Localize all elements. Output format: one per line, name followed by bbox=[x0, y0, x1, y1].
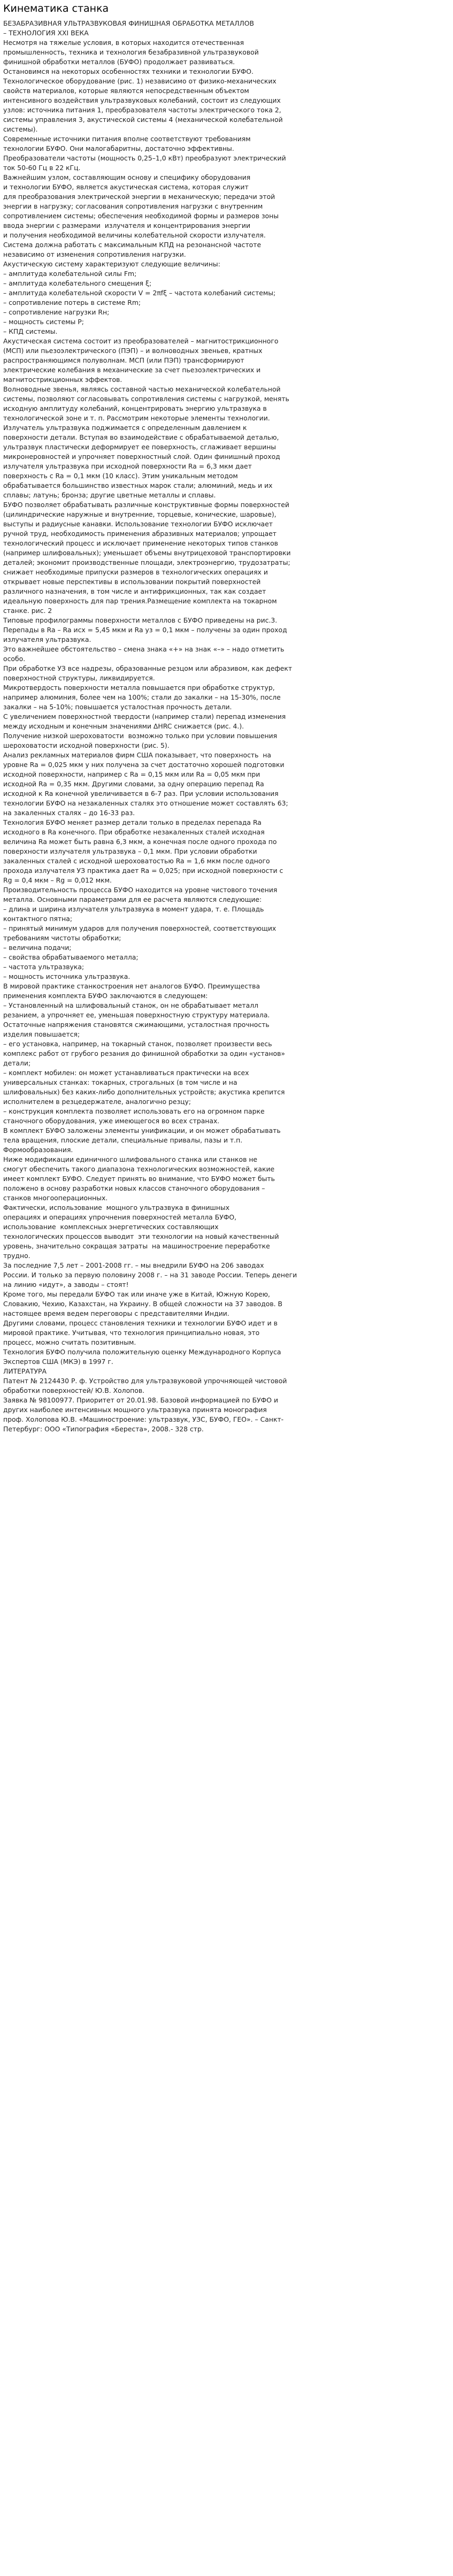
paragraph-waveguides: Волноводные звенья, являясь составной частью механической колебательной системы, позволяют согласовывать сопротивления системы с нагрузкой, менять исходную амплитуду колебаний, концентрировать энергию ультразвука в технологической зоне и т. п. Рассмотрим некоторые элементы технологии. Излучатель ультразвука поджимается с определенным давлением к поверхности детали. Вступая во взаимодействие с обрабатываемой деталью, ультразвук пластически деформирует ее поверхность, сглаживает вершины микронеровностей и упрочняет поверхностный слой. Один финишный проход излучателя ультразвука при исходной поверхности Ra = 6,3 мкм дает поверхность с Ra = 0,1 мкм (10 класс). Этим уникальным методом обрабатывается большинство известных марок стали; алюминий, медь и их сплавы; латунь; бронза; другие цветные металлы и сплавы. bbox=[3, 385, 289, 499]
paragraph-intro: Несмотря на тяжелые условия, в которых находится отечественная промышленность, техника и технология безабразивной ультразвуковой финишной обработки металлов (БУФО) продолжает развиваться. bbox=[3, 39, 259, 66]
paragraph-equipment: Остановимся на некоторых особенностях техники и технологии БУФО. Технологическое оборудование (рис. 1) независимо от физико-механических свойств материалов, которые являются непосредственным объектом интенсивного воздействия ультразвуковых колебаний, состоит из следующих узлов: источника питания 1, преобразователя частоты электрического тока 2, системы управления 3, акустической системы 4 (механической колебательной системы). Современные источники питания вполне соответствуют требованиям технологии БУФО. Они малогабаритны, достаточно эффективны. Преобразователи частоты (мощность 0,25–1,0 кВт) преобразуют электрический ток 50-60 Гц в 22 кГц. bbox=[3, 67, 286, 172]
paragraph-profilograms: Типовые профилограммы поверхности металлов с БУФО приведены на рис.3. Перепады в Ra – Ra исх = 5,45 мкм и Ra уз = 0,1 мкм – получены за один проход излучателя ультразвука. bbox=[3, 616, 287, 643]
paragraph-usa-analysis: Анализ рекламных материалов фирм США показывает, что поверхность на уровне Ra = 0,025 мкм у них получена за счет достаточно хорошей подготовки исходной поверхности, например с Ra = 0,15 мкм или Ra = 0,05 мкм при исходной Ra = 0,35 мкм. Другими словами, за одну операцию перепад Ra исходной к Ra конечной увеличивается в 6-7 раз. При условии использования технологии БУФО на незакаленных сталях это отношение может составлять 63; на закаленных сталях – до 16-33 раз. bbox=[3, 751, 288, 817]
subtitle: БЕЗАБРАЗИВНАЯ УЛЬТРАЗВУКОВАЯ ФИНИШНАЯ ОБРАБОТКА МЕТАЛЛОВ – ТЕХНОЛОГИЯ XXI ВЕКА bbox=[3, 19, 255, 37]
paragraph-sign-change: Это важнейшее обстоятельство – смена знака «+» на знак «–» – надо отметить особо. При обработке УЗ все надрезы, образованные резцом или абразивом, как дефект поверхностной структуры, ликвидируется. bbox=[3, 645, 293, 682]
paragraph-literature: ЛИТЕРАТУРА Патент № 2124430 Р. ф. Устройство для ультразвуковой упрочняющей чистовой обработки поверхностей/ Ю.В. Холопов. Заявка № 98100977. Приоритет от 20.01.98. Базовой информацией по БУФО и других наиболее интенсивных мощного ультразвука принята монография проф. Холопова Ю.В. «Машиностроение: ультразвук, УЗС, БУФО, ГЕО». – Санкт- Петербург: ООО «Типография «Береста», 2008.- 328 стр. bbox=[3, 1367, 287, 1433]
article-body bbox=[3, 19, 449, 1434]
paragraph-parameters: Акустическую систему характеризуют следующие величины: – амплитуда колебательной силы Fm; – амплитуда колебательного смещения ξ; – амплитуда колебательной скорости V = 2πfξ – частота колебаний системы; – сопротивление потерь в системе Rm; – сопротивление нагрузки Rн; – мощность системы P; – КПД системы. bbox=[3, 260, 276, 335]
paragraph-hardness: С увеличением поверхностной твердости (например стали) перепад изменения между исходным и конечным значениями ΔHRC снижается (рис. 4.). bbox=[3, 712, 286, 730]
paragraph-transducers: Акустическая система состоит из преобразователей – магнитострикционного (МСП) или пьезоэлектрического (ПЭП) – и волноводных звеньев, кратных распространяющимся полуволнам. МСП (или ПЭП) трансформируют электрические колебания в механические за счет пьезоэлектрических и магнитострикционных эффектов. bbox=[3, 337, 279, 384]
page-title: Кинематика станка bbox=[3, 3, 109, 14]
paragraph-conclusion: Другими словами, процесс становления техники и технологии БУФО идет и в мировой практике. Учитывая, что технология принципиально новая, это процесс, можно считать позитивным. Технология БУФО получила положительную оценку Международного Корпуса Экспертов США (МКЭ) в 1997 г. bbox=[3, 1319, 281, 1366]
paragraph-acoustic-system: Важнейшим узлом, составляющим основу и специфику оборудования и технологии БУФО, является акустическая система, которая служит для преобразования электрической энергии в механическую; передачи этой энергии в нагрузку; согласования сопротивления нагрузки с внутренним сопротивлением системы; обеспечения необходимой формы и размеров зоны ввода энергии с размерами излучателя и концентрирования энергии и получения необходимой величины колебательной скорости излучателя. Система должна работать с максимальным КПД на резонансной частоте независимо от изменения сопротивления нагрузки. bbox=[3, 173, 279, 258]
paragraph-implementation: Фактически, использование мощного ультразвука в финишных операциях и операциях упрочнения поверхностей металла БУФО, использование комплексных энергетических составляющих технологических процессов выводит эти технологии на новый качественный уровень, значительно сокращая затраты на машиностроение переработке трудно. За последние 7,5 лет – 2001-2008 гг. – мы внедрили БУФО на 206 заводах России. И только за первую половину 2008 г. – на 31 заводе России. Теперь денеги на линию «идут», а заводы – стоят! Кроме того, мы передали БУФО так или иначе уже в Китай, Южную Корею, Словакию, Чехию, Казахстан, на Украину. В общей сложности на 37 заводов. В настоящее время ведем переговоры с представителями Индии. bbox=[3, 1203, 297, 1317]
paragraph-roughness: Получение низкой шероховатости возможно только при условии повышения шероховатости исходной поверхности (рис. 5). bbox=[3, 732, 278, 749]
paragraph-advantages: БУФО позволяет обрабатывать различные конструктивные формы поверхностей (цилиндрические наружные и внутренние, торцевые, конические, шаровые), выступы и радиусные канавки. Использование технологии БУФО исключает ручной труд, необходимость применения абразивных материалов; упрощает технологический процесс и исключает применение некоторых типов станков (например шлифовальных); уменьшает объемы внутрицеховой транспортировки деталей; экономит производственные площади, электроэнергию, трудозатраты; снижает необходимые припуски размеров в технологических операциях и открывает новые перспективы в использовании покрытий поверхностей различного назначения, в том числе и антифрикционных, так как создает идеальную поверхность для пар трения.Размещение комплекта на токарном станке. рис. 2 bbox=[3, 501, 291, 615]
paragraph-unification: В комплект БУФО заложены элементы унификации, и он может обрабатывать тела вращения, плоские детали, специальные привалы, пазы и т.п. Формообразования. Ниже модификации единичного шлифовального станка или станков не смогут обеспечить такого диапазона технологических возможностей, какие имеет комплект БУФО. Следует принять во внимание, что БУФО может быть положено в основу разработки новых классов станочного оборудования – станков многооперационных. bbox=[3, 1126, 281, 1202]
paragraph-productivity: Производительность процесса БУФО находится на уровне чистового точения металла. Основными параметрами для ее расчета являются следующие: – длина и ширина излучателя ультразвука в момент удара, т. е. Площадь контактного пятна; – принятый минимум ударов для получения поверхностей, соответствующих требованиям чистоты обработки; – величина подачи; – свойства обрабатываемого металла; – частота ультразвука; – мощность источника ультразвука. bbox=[3, 886, 278, 980]
paragraph-microhardness: Микротвердость поверхности металла повышается при обработке структур, например алюминия, более чем на 100%; стали до закалки – на 15-30%, после закалки – на 5-10%; повышается усталостная прочность детали. bbox=[3, 684, 281, 711]
paragraph-world-practice: В мировой практике станкостроения нет аналогов БУФО. Преимущества применения комплекта БУФО заключаются в следующем: – Установленный на шлифовальный станок, он не обрабатывает металл резанием, а упрочняет ее, уменьшая поверхностную структуру материала. Остаточные напряжения становятся сжимающими, усталостная прочность изделия повышается; – его установка, например, на токарный станок, позволяет произвести весь комплекс работ от грубого резания до финишной обработки за один «установ» детали; – комплект мобилен: он может устанавливаться практически на всех универсальных станках: токарных, строгальных (в том числе и на шлифовальных) без каких-либо дополнительных устройств; акустика крепится исполнителем в резцедержателе, аналогично резцу; – конструкция комплекта позволяет использовать его на огромном парке станочного оборудования, уже имеющегося во всех странах. bbox=[3, 982, 285, 1125]
paragraph-size-change: Технология БУФО меняет размер детали только в пределах перепада Ra исходного в Ra конечного. При обработке незакаленных сталей исходная величина Ra может быть равна 6,3 мкм, а конечная после одного прохода по поверхности излучателя ультразвука – 0,1 мкм. При условии обработки закаленных сталей с исходной шероховатостью Ra = 1,6 мкм после одного прохода излучателя УЗ практика дает Ra = 0,025; при исходной поверхности с Rg = 0,4 мкм – Rg = 0,012 мкм. bbox=[3, 818, 283, 884]
